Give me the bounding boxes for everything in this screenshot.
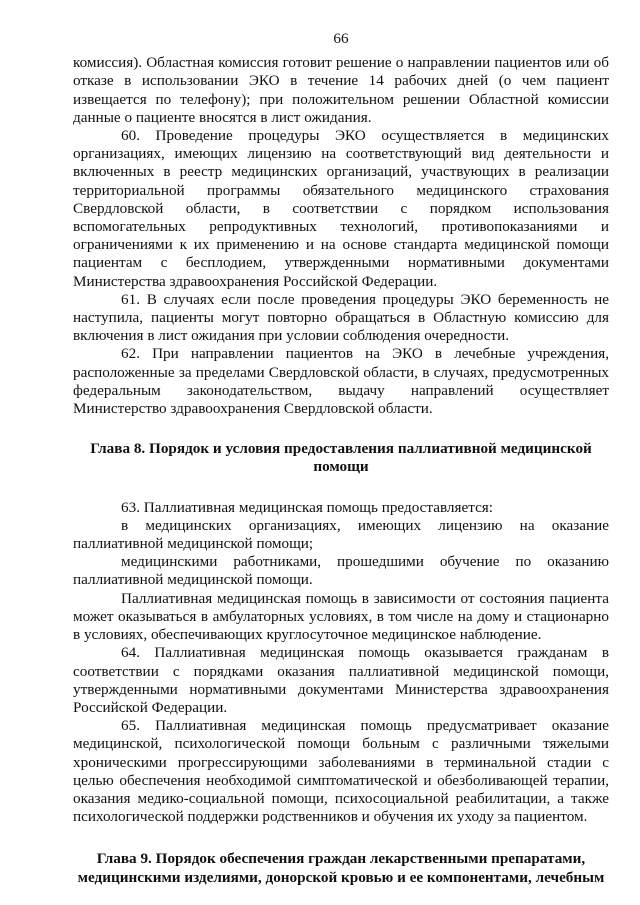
page-number: 66 — [333, 30, 349, 47]
paragraph-65: 65. Паллиативная медицинская помощь предусматривает оказание медицинской, психологической помощи больным с различными тяжелыми хроническими прогрессирующими заболеваниями в терминальной стадии с целью обеспечения необходимой симптоматической и обезболивающей терапии, оказания медико-социальной помощи, психосоциальной реабилитации, а также психологической поддержки родственников и обучения их уходу за пациентом. — [73, 717, 609, 826]
chapter-9-heading: Глава 9. Порядок обеспечения граждан лекарственными препаратами, медицинскими изделиями, донорской кровью и ее компонентами, лечебным — [77, 850, 605, 886]
paragraph-63: 63. Паллиативная медицинская помощь предоставляется: — [121, 498, 494, 516]
paragraph-64: 64. Паллиативная медицинская помощь оказывается гражданам в соответствии с порядками оказания паллиативной медицинской помощи, утвержденными нормативными документами Министерства здравоохранения Российской Федерации. — [73, 644, 609, 716]
paragraph-60: 60. Проведение процедуры ЭКО осуществляется в медицинских организациях, имеющих лицензию на соответствующий вид деятельности и включенных в реестр медицинских организаций, участвующих в реализации территориальной программы обязательного медицинского страхования Свердловской области, в соответствии с порядком использования вспомогательных репродуктивных технологий, противопоказаниями и ограничениями к их применению и на основе стандарта медицинской помощи пациентам с бесплодием, утвержденными нормативными документами Министерства здравоохранения Российской Федерации. — [73, 127, 609, 290]
document-page — [73, 30, 609, 887]
paragraph-63-item-1: в медицинских организациях, имеющих лицензию на оказание паллиативной медицинской помощи; — [73, 516, 609, 553]
paragraph-62: 62. При направлении пациентов на ЭКО в лечебные учреждения, расположенные за пределами Свердловской области, в случаях, предусмотренных федеральным законодательством, выдачу направлений осуществляет Министерство здравоохранения Свердловской области. — [73, 345, 609, 418]
paragraph-61: 61. В случаях если после проведения процедуры ЭКО беременность не наступила, пациенты могут повторно обращаться в Областную комиссию для включения в лист ожидания при условии соблюдения очередности. — [73, 290, 609, 345]
chapter-8-heading: Глава 8. Порядок и условия предоставления паллиативной медицинской помощи — [90, 440, 592, 476]
paragraph-63-item-2: медицинскими работниками, прошедшими обучение по оказанию паллиативной медицинской помощи. — [73, 553, 609, 589]
paragraph-commission-decision: комиссия). Областная комиссия готовит решение о направлении пациентов или об отказе в использовании ЭКО в течение 14 рабочих дней (о чем пациент извещается по телефону); при положительном решении Областной комиссии данные о пациенте вносятся в лист ожидания. — [73, 54, 609, 126]
paragraph-palliative-conditions: Паллиативная медицинская помощь в зависимости от состояния пациента может оказываться в амбулаторных условиях, в том числе на дому и стационарно в условиях, обеспечивающих круглосуточное медицинское наблюдение. — [73, 589, 609, 644]
